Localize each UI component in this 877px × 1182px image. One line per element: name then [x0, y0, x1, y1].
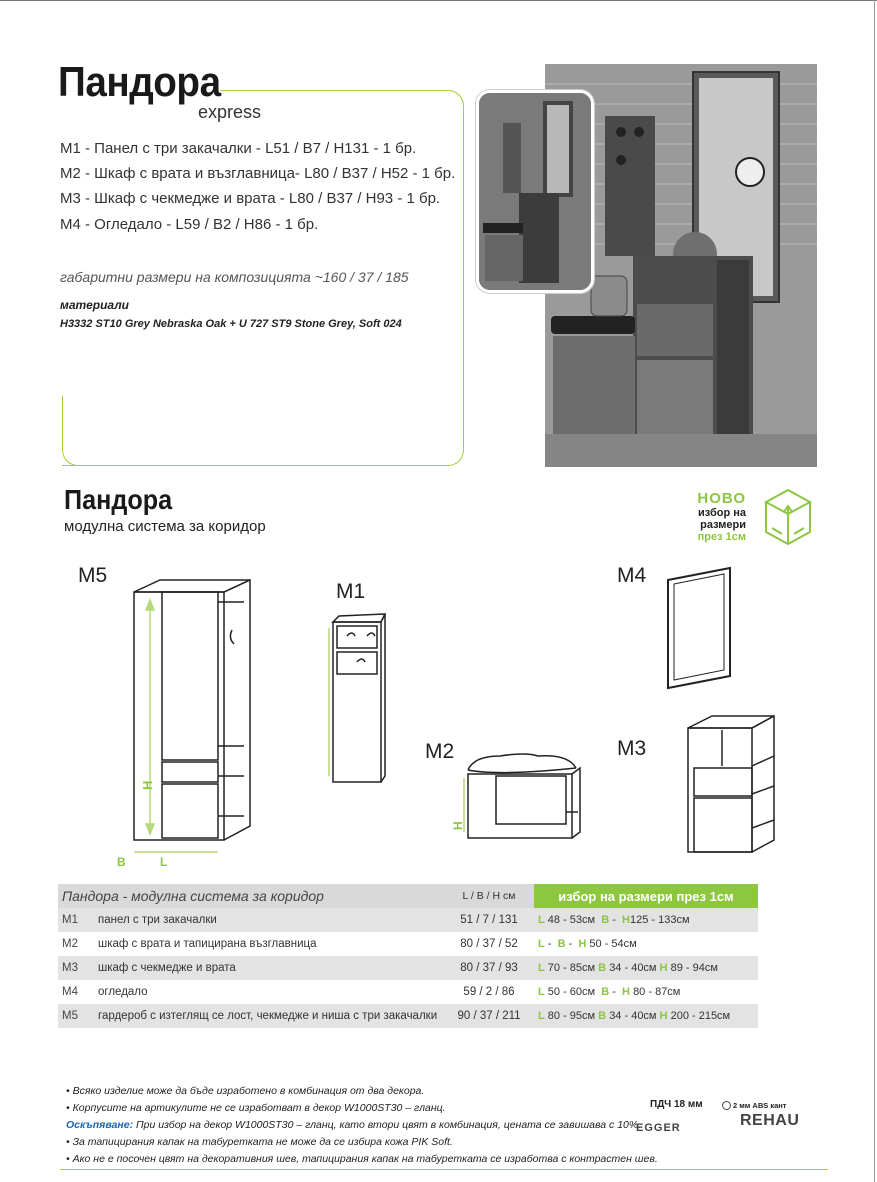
new-badge	[690, 490, 746, 543]
m3-cabinet-drawing	[670, 710, 780, 856]
cube-icon	[758, 484, 818, 550]
m2-h-letter: H	[451, 821, 465, 830]
row-lbh: 90 / 37 / 211	[444, 1004, 534, 1028]
module-label-m1: M1	[336, 580, 366, 603]
row-desc: панел с три закачалки	[94, 908, 444, 932]
page-title: Пандора	[58, 58, 221, 105]
product-photo-small	[476, 90, 594, 293]
row-dims: L 80 - 95см B 34 - 40см H 200 - 215см	[534, 1004, 758, 1028]
note-5: • Ако не е посочен цвят на декоративния шев, тапицирания капак на табуретката се изработва с контрастен шев.	[66, 1153, 658, 1165]
new-badge-line4: през 1см	[697, 531, 746, 543]
note-3	[66, 1117, 658, 1134]
new-badge-line2: избор на	[697, 507, 746, 519]
module-label-m3: M3	[617, 737, 647, 760]
row-lbh: 51 / 7 / 131	[444, 908, 534, 932]
row-dims: L 50 - 60см B - H 80 - 87см	[538, 986, 681, 998]
row-lbh: 80 / 37 / 93	[444, 956, 534, 980]
note-3-label: Оскъпяване:	[66, 1119, 134, 1131]
note-1: • Всяко изделие може да бъде изработено в комбинация от два декора.	[66, 1085, 425, 1097]
table-row	[58, 980, 758, 1004]
row-desc: гардероб с изтеглящ се лост, чекмедже и ниша с три закачалки	[94, 1004, 444, 1028]
row-lbh: 80 / 37 / 52	[460, 938, 518, 950]
page-right-border	[874, 0, 875, 1182]
table-header-choice: избор на размери през 1см	[534, 884, 758, 908]
table-header-title: Пандора - модулна система за коридор	[58, 884, 444, 908]
new-badge-line3: размери	[700, 519, 746, 531]
table-row	[58, 956, 758, 980]
note-4: • За тапицирания капак на табуретката не може да се избира кожа PIK Soft.	[66, 1136, 453, 1148]
row-dims: L 48 - 53см B - H125 - 133см	[534, 908, 758, 932]
table-row	[58, 908, 758, 932]
m5-b-letter: B	[117, 855, 126, 869]
table-header-row	[58, 884, 758, 908]
spec-line-m1: М1 - Панел с три закачалки - L51 / B7 / H131 - 1 бр.	[60, 140, 417, 157]
row-code: М4	[62, 986, 78, 998]
table-row	[58, 932, 758, 956]
row-desc: огледало	[98, 986, 148, 998]
row-code: М3	[58, 956, 94, 980]
table-header-lbh: L / B / H см	[444, 884, 534, 908]
chipboard-label: ПДЧ 18 мм	[650, 1099, 703, 1110]
overall-size: габаритни размери на композицията ~160 / 37 / 185	[60, 269, 409, 285]
notes-block	[66, 1083, 658, 1168]
m2-h-axis	[451, 821, 465, 830]
note-3-text: При избор на декор W1000ST30 – гланц, като втори цвят в комбинация, цената се завишава с 10%.	[133, 1119, 642, 1131]
row-code: М2	[62, 938, 78, 950]
row-lbh: 59 / 2 / 86	[463, 986, 515, 998]
row-code: М5	[58, 1004, 94, 1028]
m5-l-letter: L	[160, 855, 168, 869]
module-label-m4: M4	[617, 564, 647, 587]
egger-logo: EGGER	[636, 1122, 681, 1134]
note-2: • Корпусите на артикулите не се изработват в декор W1000ST30 – гланц.	[66, 1102, 446, 1114]
rehau-mark-icon	[722, 1101, 731, 1110]
spec-line-m4: М4 - Огледало - L59 / B2 / H86 - 1 бр.	[60, 216, 319, 233]
materials-value: H3332 ST10 Grey Nebraska Oak + U 727 ST9 Stone Grey, Soft 024	[60, 318, 402, 330]
section-title: Пандора	[64, 484, 173, 515]
rehau-logo: REHAU	[740, 1112, 800, 1129]
row-desc: шкаф с чекмедже и врата	[94, 956, 444, 980]
m5-wardrobe-drawing	[112, 576, 262, 872]
page-subtitle: express	[198, 102, 262, 122]
m5-l-axis	[160, 855, 167, 869]
m1-panel-drawing	[325, 610, 391, 788]
m5-b-axis	[117, 855, 126, 869]
m4-mirror-drawing	[664, 566, 738, 692]
new-badge-title: НОВО	[697, 490, 746, 507]
footer-divider	[60, 1169, 828, 1170]
m5-h-axis	[140, 781, 155, 790]
row-desc: шкаф с врата и тапицирана възглавница	[98, 938, 317, 950]
spec-line-m2: М2 - Шкаф с врата и възглавница- L80 / B37 / H52 - 1 бр.	[60, 165, 456, 182]
module-label-m5: M5	[78, 564, 108, 587]
m5-h-letter: H	[140, 780, 155, 790]
row-code: М1	[58, 908, 94, 932]
spec-line-m3: М3 - Шкаф с чекмедже и врата - L80 / B37 / H93 - 1 бр.	[60, 190, 441, 207]
spec-table	[58, 884, 758, 1028]
page-top-border	[0, 0, 877, 4]
row-dims: L 70 - 85см B 34 - 40см H 89 - 94см	[534, 956, 758, 980]
green-frame-left	[62, 396, 78, 466]
table-row	[58, 1004, 758, 1028]
materials-label: материали	[60, 298, 130, 312]
row-dims: L - B - H 50 - 54см	[538, 938, 637, 950]
edge-label: 2 мм ABS кант	[733, 1101, 787, 1110]
section-subtitle: модулна система за коридор	[64, 518, 266, 535]
m2-bench-drawing	[462, 744, 586, 844]
module-label-m2: M2	[425, 740, 455, 763]
